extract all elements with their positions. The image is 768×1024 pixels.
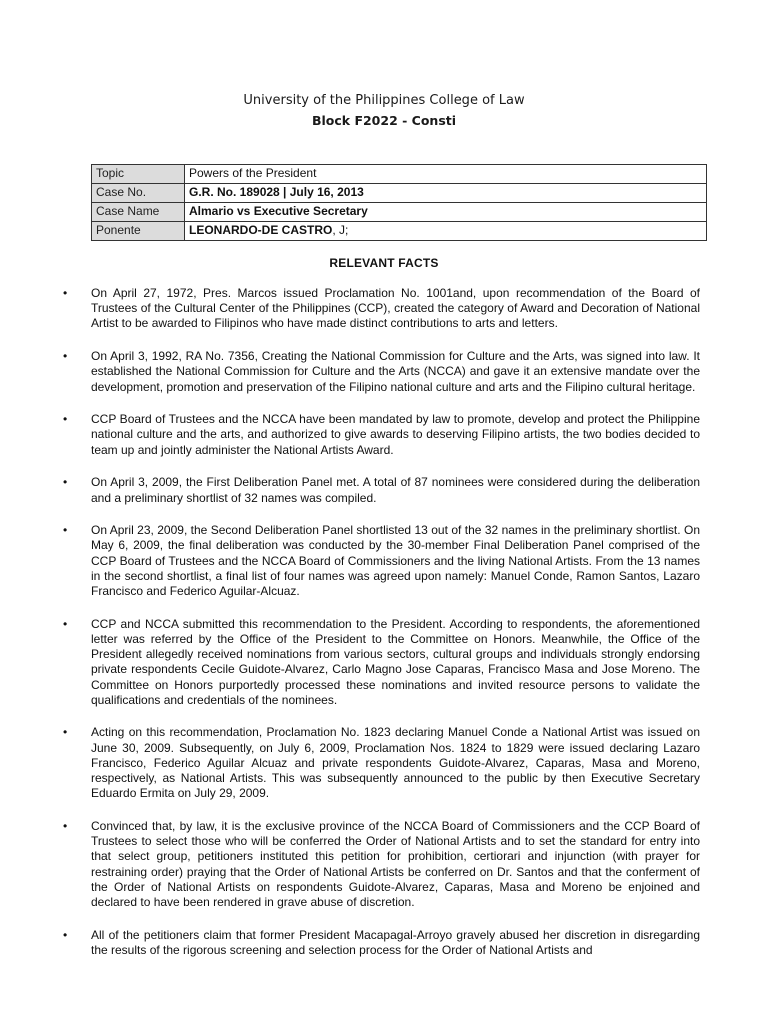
case-name-bold: Almario vs Executive Secretary — [189, 204, 368, 218]
case-no-bold: G.R. No. 189028 | July 16, 2013 — [189, 185, 364, 199]
facts-list — [0, 286, 768, 976]
bullet-icon: • — [63, 412, 68, 427]
bullet-icon: • — [63, 349, 68, 364]
list-item — [63, 286, 700, 332]
case-no-label: Case No. — [92, 184, 185, 203]
ponente-name: LEONARDO-DE CASTRO — [189, 223, 333, 237]
row-ponente — [92, 222, 707, 241]
case-name-label: Case Name — [92, 203, 185, 222]
fact-text: CCP and NCCA submitted this recommendation to the President. According to respondents, the aforementioned letter was referred by the Office of the President to the Committee on Honors. Meanwhile, the Office of the President allegedly received nominations from various sectors, cultural groups and individuals strongly endorsing private respondents Cecile Guidote-Alvarez, Carlo Magno Jose Caparas, Francisco Masa and Jose Moreno. The Committee on Honors purportedly processed these nominations and invited resource persons to validate the qualifications and credentials of the nominees. — [91, 616, 700, 707]
fact-text: Convinced that, by law, it is the exclusive province of the NCCA Board of Commissioners and the CCP Board of Trustees to select those who will be conferred the Order of National Artists and to set the standard for entry into that select group, petitioners instituted this petition for prohibition, certiorari and injunction (with prayer for restraining order) praying that the Order of National Artists be conferred on Dr. Santos and that the conferment of the Order of National Artists on respondents Guidote-Alvarez, Caparas, Masa and Moreno be enjoined and declared to have been rendered in grave abuse of discretion. — [91, 818, 700, 909]
fact-text: Acting on this recommendation, Proclamation No. 1823 declaring Manuel Conde a National Artist was issued on June 30, 2009. Subsequently, on July 6, 2009, Proclamation Nos. 1824 to 1829 were issued declaring Lazaro Francisco, Federico Aguilar Alcuaz and private respondents Guidote-Alvarez, Caparas, Masa and Moreno, respectively, as National Artists. This was subsequently announced to the public by then Executive Secretary Eduardo Ermita on July 29, 2009. — [91, 725, 700, 801]
list-item — [63, 412, 700, 458]
ponente-label: Ponente — [92, 222, 185, 241]
bullet-icon: • — [63, 818, 68, 833]
list-item — [63, 475, 700, 505]
topic-label: Topic — [92, 165, 185, 184]
list-item — [63, 523, 700, 599]
fact-text: On April 27, 1972, Pres. Marcos issued Proclamation No. 1001and, upon recommendation of the Board of Trustees of the Cultural Center of the Philippines (CCP), created the category of Award and Decoration of National Artist to be awarded to Filipinos who have made distinct contributions to arts and letters. — [91, 286, 700, 331]
row-case-no — [92, 184, 707, 203]
fact-text: On April 3, 1992, RA No. 7356, Creating the National Commission for Culture and the Arts, was signed into law. It established the National Commission for Culture and the Arts (NCCA) and gave it an extensive mandate over the development, promotion and preservation of the Filipino national culture and arts and the Filipino cultural heritage. — [91, 349, 700, 394]
block-header: Block F2022 - Consti — [311, 113, 457, 128]
bullet-icon: • — [63, 927, 68, 942]
ponente-value — [185, 222, 707, 241]
case-info-table — [91, 164, 707, 241]
ponente-suffix: , J; — [332, 223, 349, 237]
list-item — [63, 349, 700, 395]
topic-value: Powers of the President — [185, 165, 707, 184]
row-topic — [92, 165, 707, 184]
bullet-icon: • — [63, 616, 68, 631]
case-no-value — [185, 184, 707, 203]
list-item — [63, 818, 700, 910]
fact-text: CCP Board of Trustees and the NCCA have been mandated by law to promote, develop and protect the Philippine national culture and the arts, and authorized to give awards to deserving Filipino artists, the two bodies decided to team up and jointly administer the National Artists Award. — [91, 412, 700, 457]
fact-text: All of the petitioners claim that former President Macapagal-Arroyo gravely abused her discretion in disregarding the results of the rigorous screening and selection process for the Order of National Artists and — [91, 927, 700, 957]
school-header: University of the Philippines College of Law — [243, 93, 525, 108]
list-item — [63, 616, 700, 708]
fact-text: On April 23, 2009, the Second Deliberation Panel shortlisted 13 out of the 32 names in the preliminary shortlist. On May 6, 2009, the final deliberation was conducted by the 30-member Final Deliberation Panel comprised of the CCP Board of Trustees and the NCCA Board of Commissioners and the living National Artists. From the 13 names in the second shortlist, a final list of four names was agreed upon namely: Manuel Conde, Ramon Santos, Lazaro Francisco and Federico Aguilar-Alcuaz. — [91, 523, 700, 599]
list-item — [63, 927, 700, 958]
bullet-icon: • — [63, 523, 68, 538]
bullet-icon: • — [63, 475, 68, 490]
list-item — [63, 725, 700, 801]
bullet-icon: • — [63, 725, 68, 740]
section-title: RELEVANT FACTS — [329, 256, 439, 270]
bullet-icon: • — [63, 286, 68, 300]
fact-text: On April 3, 2009, the First Deliberation Panel met. A total of 87 nominees were considered during the deliberation and a preliminary shortlist of 32 names was compiled. — [91, 475, 700, 505]
row-case-name — [92, 203, 707, 222]
case-name-value — [185, 203, 707, 222]
